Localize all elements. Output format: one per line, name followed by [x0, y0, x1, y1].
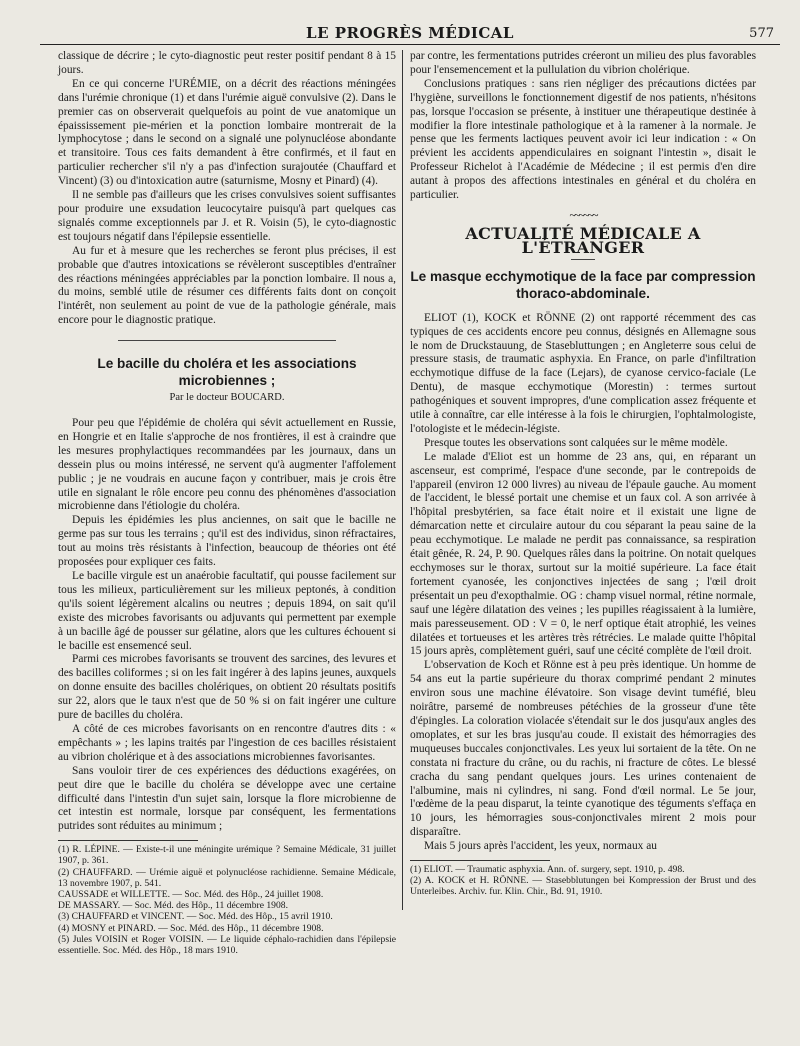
paragraph: Sans vouloir tirer de ces expériences des déductions exagérées, on peut dire que le bacille du choléra se développe avec une certaine difficulté dans l'intestin d'un sujet sain, lorsque la flore microbienne de cet intestin est normale, lorsque par conséquent, les fermentations putrides sont réduites au minimum ;: [58, 764, 396, 833]
byline: Par le docteur BOUCARD.: [169, 392, 285, 404]
paragraph: Le bacille virgule est un anaérobie facultatif, qui pousse facilement sur tous les milieux, particulièrement sur les milieux peptonés, à condition qu'ils soient légèrement alcalins ou neutres ; depuis 1894, on sait qu'il existe des microbes favorisants ou adjuvants qui permettent par exemple à un bacille âgé de pousser sur gélatine, alors que les cultures échouent si le bacille est ensemencé seul.: [58, 570, 396, 652]
section-title: Le bacille du choléra et les associations microbiennes ;: [97, 356, 357, 389]
footnotes: [410, 864, 756, 898]
article-title: Le masque ecchymotique de la face par compression thoraco-abdominale.: [410, 268, 756, 301]
paragraph: En ce qui concerne l'URÉMIE, on a décrit des réactions méningées dans l'urémie chronique (1) et dans l'urémie aiguë convulsive (2). Dans le premier cas on observerait quelquefois au point de vue anatomique un épaississement pie-mérien et la ponction lombaire montrerait de la lymphocytose ; dans le second on a signalé une polynucléose abondante et transitoire. Tous ces faits demandent à être confirmés, et il faut en particulier rechercher s'il n'y a pas d'infection surajoutée (Chauffard et Vincent) (3) ou d'intoxication autre (saturnisme, Mosny et Pinard) (4).: [58, 77, 396, 188]
paragraph: Conclusions pratiques : sans rien négliger des précautions dictées par l'hygiène, surveillons le fonctionnement digestif de nos patients, n'hésitons pas, lorsque l'occasion se présente, à instituer une thérapeutique destinée à modifier la flore intestinale pathologique et à la ramener à la normale. Je pense que les ferments lactiques peuvent avoir ici leur indication : « On prévient les accidents appendiculaires en soignant l'intestin », disait le Professeur Richelot à l'Académie de Médecine ; il est permis d'en dire autant à propos des affections intestinales en général et du choléra en particulier.: [410, 77, 756, 202]
paragraph: A côté de ces microbes favorisants on en rencontre d'autres dits : « empêchants » ; les lapins traités par l'ingestion de ces bacilles résistaient au vibrion cholérique et à des associations microbiennes favorisantes.: [58, 722, 396, 763]
footnote: (2) CHAUFFARD. — Urémie aiguë et polynucléose rachidienne. Semaine Médicale, 13 novembre 1907, p. 541.: [58, 866, 396, 889]
footnote-rule: [58, 840, 198, 841]
footnote-rule: [410, 860, 550, 861]
paragraph: Au fur et à mesure que les recherches se feront plus précises, il est probable que d'autres intoxications se révèleront susceptibles d'entraîner des réactions méningées appréciables par la ponction lombaire. Il nous a, du moins, semblé utile de résumer ces différents faits dont on conçoit l'intérêt, non seulement au point de vue de la pathologie générale, mais encore pour le diagnostic pratique.: [58, 244, 396, 327]
rubric-title: ACTUALITÉ MÉDICALE A L'ÉTRANGER: [465, 223, 701, 257]
footnote: (4) MOSNY et PINARD. — Soc. Méd. des Hôp., 11 décembre 1908.: [58, 922, 324, 934]
column-divider: [402, 50, 403, 910]
paragraph: Il ne semble pas d'ailleurs que les crises convulsives soient suffisantes pour produire une exsudation leucocytaire puisqu'à part quelques cas signalés comme exceptionnels par J. et R. Voisin (5), le cyto-diagnostic est toujours négatif dans l'épilepsie essentielle.: [58, 189, 396, 243]
paragraph: Depuis les épidémies les plus anciennes, on sait que le bacille ne germe pas sur tous les terrains ; qu'il est des individus, sinon réfractaires, tout au moins très résistants à l'infection, beaucoup de théories ont été proposées pour expliquer ces faits.: [58, 514, 396, 569]
paragraph: Presque toutes les observations sont calquées sur le même modèle.: [424, 436, 728, 449]
paragraph: classique de décrire ; le cyto-diagnostic peut rester positif pendant 8 à 15 jours.: [58, 50, 396, 76]
journal-title: LE PROGRÈS MÉDICAL: [306, 24, 514, 42]
page-number: 577: [749, 26, 774, 41]
footnote: (2) A. KOCK et H. RÖNNE. — Stasebblutungen bei Kompression der Brust und des Unterleibes. Archiv. fur. Klin. Chir., Bd. 91, 1910.: [410, 875, 756, 898]
left-column: [58, 50, 396, 956]
paragraph: Pour peu que l'épidémie de choléra qui sévit actuellement en Russie, en Hongrie et en Italie s'approche de nos frontières, il est à craindre que les mesures prophylactiques recommandées par les journaux, dans un dessein plus ou moins intéressé, ne servent qu'à augmenter l'affolement public ; je ne voudrais en aucune façon y contribuer, mais je crois être utile en signalant le rôle encore peu connu des phénomènes d'association microbienne dans l'étiologie du choléra.: [58, 417, 396, 513]
footnote: DE MASSARY. — Soc. Méd. des Hôp., 11 décembre 1908.: [58, 900, 288, 912]
paragraph: L'observation de Koch et Rönne est à peu près identique. Un homme de 54 ans eut la partie supérieure du thorax comprimé pendant 2 minutes environ sous une machine élévatoire. Son visage devint tuméfié, bleu noirâtre, parsemé de nombreuses pétéchies de la grosseur d'une tête d'épingles. La coloration violacée s'étendait sur le dos jusqu'aux angles des omoplates, et sur les bras jusqu'au coude. Il existait des hémorragies des muqueuses buccales conjonctivales. Les yeux lui sortaient de la tête. On ne constata ni fracture du crâne, ou du rachis, ni fracture de côtes. Le blessé cracha du sang pendant quelques jours. Les urines contenaient de l'albumine, mais ni cylindres, ni sang. Fond d'œil normal. Le 5e jour, l'œdème de la peau disparut, la teinte cyanotique des téguments s'effaça en 10 jours, les hémorragies sous-conjonctivales mirent 2 mois pour disparaître.: [410, 659, 756, 839]
paragraph: ELIOT (1), KOCK et RÖNNE (2) ont rapporté récemment des cas typiques de ces accidents encore peu connus, désignés en Allemagne sous le nom de Druckstauung, de Stasebluttungen ; en Angleterre sous celui de pressure stasis, de traumatic asphyxia. En France, on parle d'infiltration ecchymotique diffuse de la face (Lejars), de cyanose cervico-faciale (Le Dentu), de masque ecchymotique (Morestin) : termes surtout pathogéniques et souvent impropres, d'une complication assez fréquente et utile à connaître, car elle intéresse à la fois le chirurgien, l'ophtalmologiste, l'otologiste et le médecin-légiste.: [410, 311, 756, 435]
section-separator: [118, 340, 336, 341]
running-header: [40, 22, 780, 45]
paragraph: par contre, les fermentations putrides créeront un milieu des plus favorables pour l'ensemencement et la pullulation du vibrion cholérique.: [410, 50, 756, 76]
right-column: [410, 50, 756, 898]
footnote: CAUSSADE et WILLETTE. — Soc. Méd. des Hôp., 24 juillet 1908.: [58, 889, 324, 901]
footnote: (5) Jules VOISIN et Roger VOISIN. — Le liquide céphalo-rachidien dans l'épilepsie essentielle. Soc. Méd. des Hôp., 18 mars 1910.: [58, 933, 396, 957]
paragraph: Parmi ces microbes favorisants se trouvent des sarcines, des levures et des bacilles coliformes ; si on les fait ingérer à des lapins jeunes, auxquels on donne ensuite des bacilles cholériques, on obtient 20 résultats positifs sur 22, alors que le taux n'est que de 50 % si on fait ingérer une culture pure de bacilles du choléra.: [58, 653, 396, 722]
footnotes: [58, 844, 396, 956]
footnote: (3) CHAUFFARD et VINCENT. — Soc. Méd. des Hôp., 15 avril 1910.: [58, 911, 333, 923]
footnote: (1) ELIOT. — Traumatic asphyxia. Ann. of. surgery, sept. 1910, p. 498.: [410, 864, 685, 876]
wavy-ornament: ~~~~~~: [569, 207, 597, 222]
short-rule: [571, 259, 595, 260]
paragraph: Le malade d'Eliot est un homme de 23 ans, qui, en réparant un ascenseur, est comprimé, l'espace d'une seconde, par le contrepoids de l'appareil (environ 12 000 livres) au niveau de l'épaule gauche. Au moment de l'accident, le blessé portait une chemise et un faux col. A son arrivée à l'hôpital presbytérien, sa face était noire et il existait une ligne de démarcation nette et circulaire autour du cou séparant la peau saine de la peau ecchymotique. Le malade ne perdit pas connaissance, sa respiration était gênée, R. 24, P. 90. Quelques râles dans la poitrine. On notait quelques ecchymoses sur le thorax, surtout sur la moitié supérieure. La face était fortement cyanosée, les conjonctives injectées de sang ; l'œil droit présentait un peu d'exopthalmie. OG : champ visuel normal, rétine normale, sauf une légère dilatation des veines ; les pupilles réagissaient à la lumière, mais paresseusement. OD : V = 0, le nerf optique était atrophié, les veines dilatées et tortueuses et les artères très rétrécies. Le malade quitte l'hôpital 15 jours après, complètement guéri, sauf une cécité complète de l'œil droit.: [410, 450, 756, 658]
paragraph: Mais 5 jours après l'accident, les yeux, normaux au: [424, 840, 657, 853]
footnote: (1) R. LÉPINE. — Existe-t-il une méningite urémique ? Semaine Médicale, 31 juillet 1907, p. 361.: [58, 844, 396, 867]
